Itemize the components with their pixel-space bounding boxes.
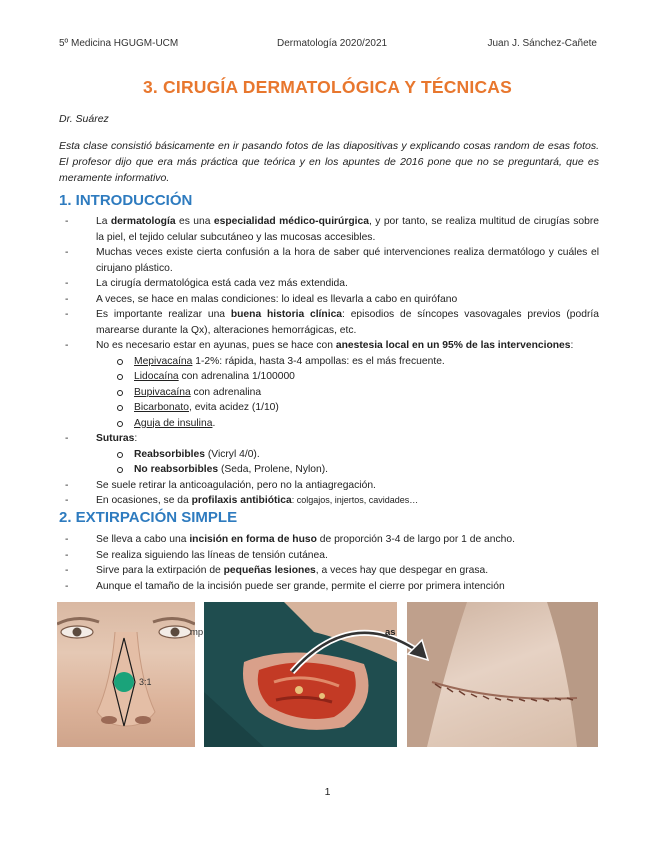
page-header [59, 38, 597, 52]
page-title: 3. CIRUGÍA DERMATOLÓGICA Y TÉCNICAS [142, 77, 513, 97]
author: Dr. Suárez [59, 113, 109, 125]
header-right: Juan J. Sánchez-Cañete [487, 38, 597, 49]
sublist-item: Bicarbonato, evita acidez (1/10) [96, 400, 599, 416]
partial-caption-text-bold: as [385, 627, 396, 638]
curved-arrow-icon [282, 614, 442, 684]
list-item: - La cirugía dermatológica está cada vez más extendida. [59, 276, 599, 292]
surgical-photos-figure [57, 602, 598, 747]
sublist-item: No reabsorbibles (Seda, Prolene, Nylon). [96, 462, 599, 478]
list-item: - Suturas: Reabsorbibles (Vicryl 4/0). No reabsorbibles (Seda, Prolene, Nylon). [59, 431, 599, 478]
intro-bullet-list [59, 214, 599, 509]
ratio-label: 3:1 [139, 677, 152, 687]
sublist-item: Aguja de insulina. [96, 416, 599, 432]
list-item: - No es necesario estar en ayunas, pues se hace con anestesia local en un 95% de las intervenciones: Mepivacaína 1-2%: rápida, hasta 3-4 ampollas: es el más frecuente. Lidocaína con adrenalina 1/100000 Bupivacaína con adrenalina Bicarbonato, evita acidez (1/10) Aguja de insulina. [59, 338, 599, 431]
sublist-item: Bupivacaína con adrenalina [96, 385, 599, 401]
sublist-item: Lidocaína con adrenalina 1/100000 [96, 369, 599, 385]
partial-caption-text: mp [190, 627, 204, 638]
list-item: - Sirve para la extirpación de pequeñas lesiones, a veces hay que despegar en grasa. [59, 563, 599, 579]
sutures-sublist [96, 447, 599, 478]
list-item: - Aunque el tamaño de la incisión puede ser grande, permite el cierre por primera intención [59, 579, 599, 595]
header-center: Dermatología 2020/2021 [277, 38, 388, 49]
anesthesia-sublist [96, 354, 599, 432]
extirpation-bullet-list [59, 532, 599, 594]
list-item: - A veces, se hace en malas condiciones: lo ideal es llevarla a cabo en quirófano [59, 292, 599, 308]
section-heading-extirpacion: 2. EXTIRPACIÓN SIMPLE [59, 509, 238, 526]
list-item: - La dermatología es una especialidad médico-quirúrgica, y por tanto, se realiza multitud de cirugías sobre la piel, el tejido celular subcutáneo y las mucosas accesibles. [59, 214, 599, 245]
list-item: - Se lleva a cabo una incisión en forma de huso de proporción 3-4 de largo por 1 de ancho. [59, 532, 599, 548]
intro-paragraph: Esta clase consistió básicamente en ir pasando fotos de las diapositivas y explicando cosas random de esas fotos. El profesor dijo que era más práctica que teórica y en los apuntes de 2016 pone que no se preguntará, que es meramente informativo. [59, 140, 599, 184]
list-item: - Es importante realizar una buena historia clínica: episodios de síncopes vasovagales previos (podría marearse durante la Qx), alteraciones hemorrágicas, etc. [59, 307, 599, 338]
list-item: - Se suele retirar la anticoagulación, pero no la antiagregación. [59, 478, 599, 494]
list-item: - Muchas veces existe cierta confusión a la hora de saber qué intervenciones realiza dermatólogo y cuáles el cirujano plástico. [59, 245, 599, 276]
sublist-item: Mepivacaína 1-2%: rápida, hasta 3-4 ampollas: es el más frecuente. [96, 354, 599, 370]
sublist-item: Reabsorbibles (Vicryl 4/0). [96, 447, 599, 463]
header-left: 5º Medicina HGUGM-UCM [59, 38, 179, 49]
nose-illustration [57, 602, 195, 747]
section-heading-introduccion: 1. INTRODUCCIÓN [59, 192, 193, 209]
list-item: - Se realiza siguiendo las líneas de tensión cutánea. [59, 548, 599, 564]
page-number: 1 [324, 786, 331, 798]
list-item: - En ocasiones, se da profilaxis antibiótica: colgajos, injertos, cavidades… [59, 493, 599, 509]
nose-excision-photo [57, 602, 195, 747]
